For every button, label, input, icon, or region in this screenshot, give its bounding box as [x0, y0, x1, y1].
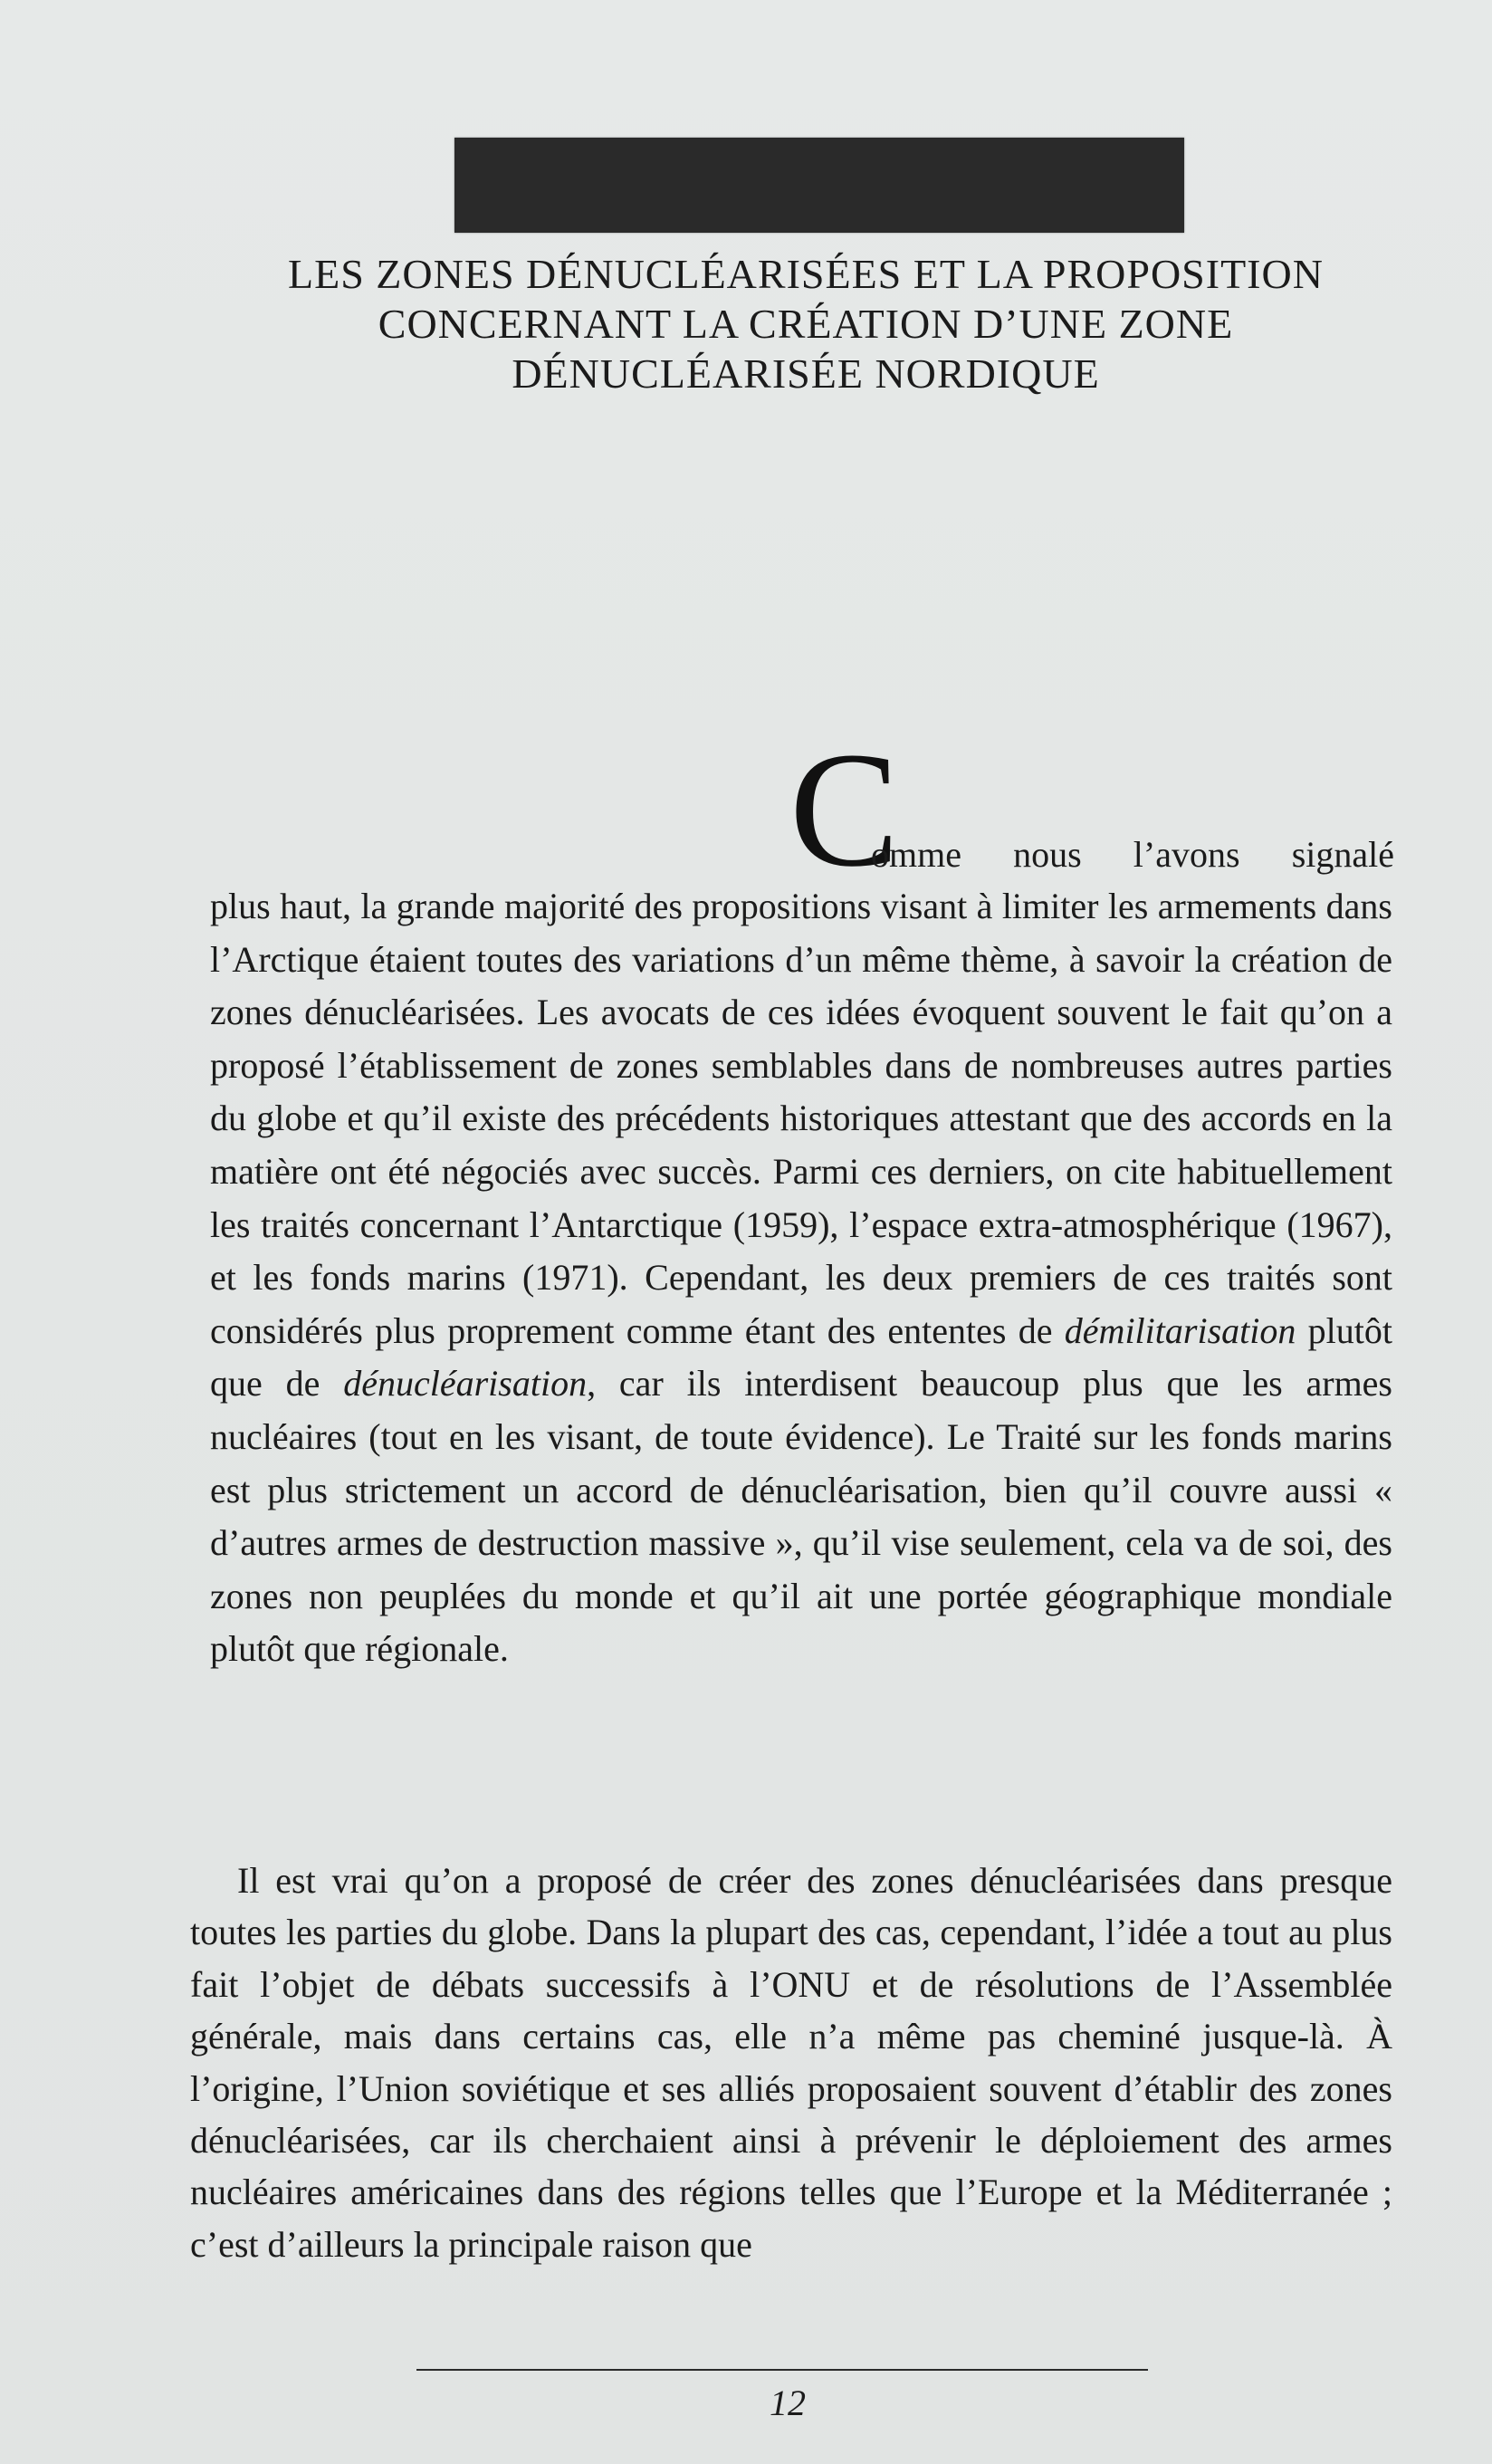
page-number: 12 — [770, 2383, 806, 2423]
paragraph-1-first-line: omme nous l’avons signalé — [871, 834, 1394, 875]
drop-cap: C — [789, 719, 900, 901]
paragraph-1-text-mid: plutôt que de — [210, 1309, 1393, 1405]
chapter-title-line-1: LES ZONES DÉNUCLÉARISÉES ET LA PROPOSITION — [288, 251, 1324, 297]
drop-cap-container — [789, 719, 900, 901]
chapter-title-line-3: DÉNUCLÉARISÉE NORDIQUE — [512, 350, 1100, 397]
chapter-title-line-2: CONCERNANT LA CRÉATION D’UNE ZONE — [378, 301, 1234, 347]
emphasis-demilitarisation: démilitarisation — [1064, 1309, 1296, 1351]
paragraph-1-text-a: plus haut, la grande majorité des propositions visant à limiter les armements dans l’Arctique étaient toutes des variations d’un même thème, à savoir la création de zones dénucléarisées. Les avocats de ces idées évoquent souvent le fait qu’on a proposé l’établissement de zones semblables dans de nombreuses autres parties du globe et qu’il existe des précédents historiques attestant que des accords en la matière ont été négociés avec succès. Parmi ces derniers, on cite habituellement les traités concernant l’Antarctique (1959), l’espace extra-atmosphérique (1967), et les fonds marins (1971). Cependant, les deux premiers de ces traités sont considérés plus proprement comme étant des ententes de — [210, 886, 1392, 1351]
chapter-header-bar — [454, 138, 1184, 233]
chapter-title — [217, 249, 1394, 398]
paragraph-2: Il est vrai qu’on a proposé de créer des zones dénucléarisées dans presque toutes les parties du globe. Dans la plupart des cas, cependant, l’idée a tout au plus fait l’objet de débats successifs à l’ONU et de résolutions de l’Assemblée générale, mais dans certains cas, elle n’a même pas cheminé jusque-là. À l’origine, l’Union soviétique et ses alliés proposaient souvent d’établir des zones dénucléarisées, car ils cherchaient ainsi à prévenir le déploiement des armes nucléaires américaines dans des régions telles que l’Europe et la Méditerranée ; c’est d’ailleurs la principale raison que — [190, 1860, 1392, 2265]
paragraph-1-text-b: , car ils interdisent beaucoup plus que les armes nucléaires (tout en les visant, de toute évidence). Le Traité sur les fonds marins est plus strictement un accord de dénucléarisation, bien qu’il couvre aussi « d’autres armes de destruction massive », qu’il vise seulement, cela va de soi, des zones non peuplées du monde et qu’il ait une portée géographique mondiale plutôt que régionale. — [210, 1363, 1392, 1670]
emphasis-denuclearisation: dénucléarisation — [343, 1363, 588, 1405]
paragraph-1 — [210, 880, 1392, 1676]
footer-rule — [416, 2369, 1148, 2371]
